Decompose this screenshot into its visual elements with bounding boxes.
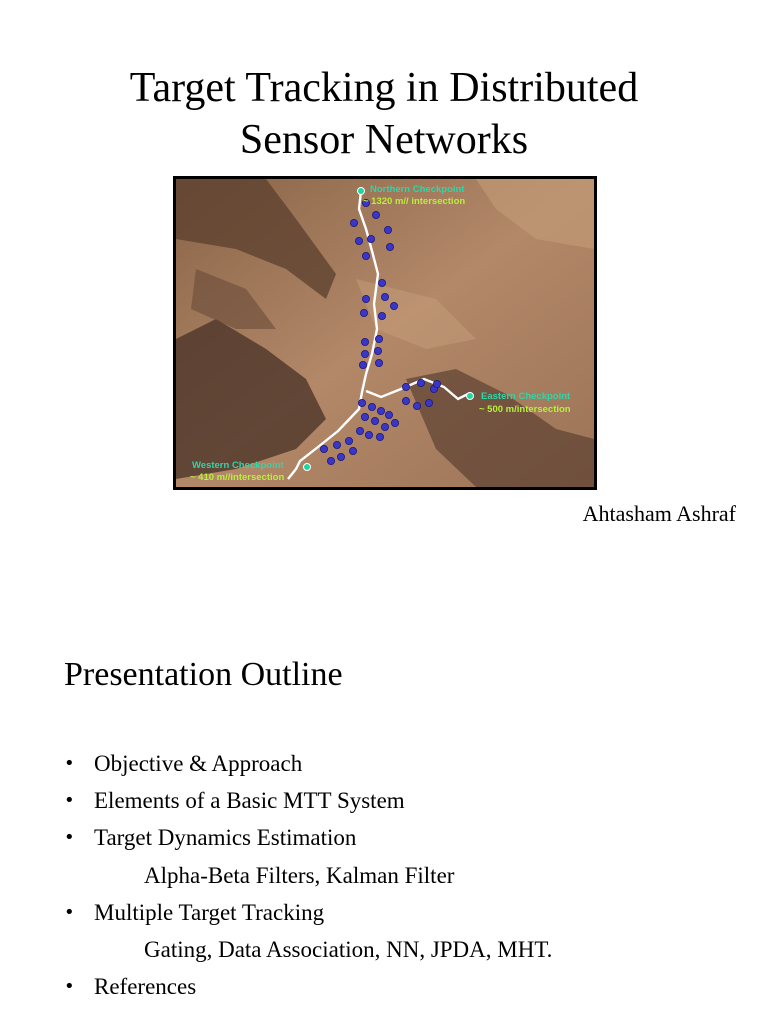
northern-distance-label: ~ 1320 m// intersection [363,196,466,207]
author-name: Ahtasham Ashraf [582,501,736,526]
outline-title: Presentation Outline [64,656,343,693]
western-checkpoint-marker [304,464,311,471]
slide-title-line-1: Target Tracking in Distributed [129,65,639,111]
western-checkpoint-label: Western Checkpoint [192,460,284,471]
outline-item: • Target Dynamics Estimation [64,819,744,856]
outline-list [64,745,744,1005]
northern-checkpoint-label: Northern Checkpoint [370,184,465,195]
outline-item: • Multiple Target Tracking [64,894,744,931]
slide-title-line-2: Sensor Networks [239,117,529,163]
eastern-distance-label: ~ 500 m/intersection [479,404,571,415]
slide-title [0,62,768,166]
sensor-network-map [173,176,597,490]
western-distance-label: ~ 410 m//intersection [190,472,285,483]
northern-checkpoint-marker [358,188,365,195]
outline-subitem: Alpha-Beta Filters, Kalman Filter [144,862,455,888]
outline-item: • Elements of a Basic MTT System [64,782,744,819]
eastern-checkpoint-label: Eastern Checkpoint [481,391,571,402]
outline-item: • Objective & Approach [64,745,744,782]
eastern-checkpoint-marker [467,393,474,400]
outline-subitem: Gating, Data Association, NN, JPDA, MHT. [144,936,553,962]
satellite-terrain-image [176,179,594,487]
outline-item: • References [64,968,744,1005]
